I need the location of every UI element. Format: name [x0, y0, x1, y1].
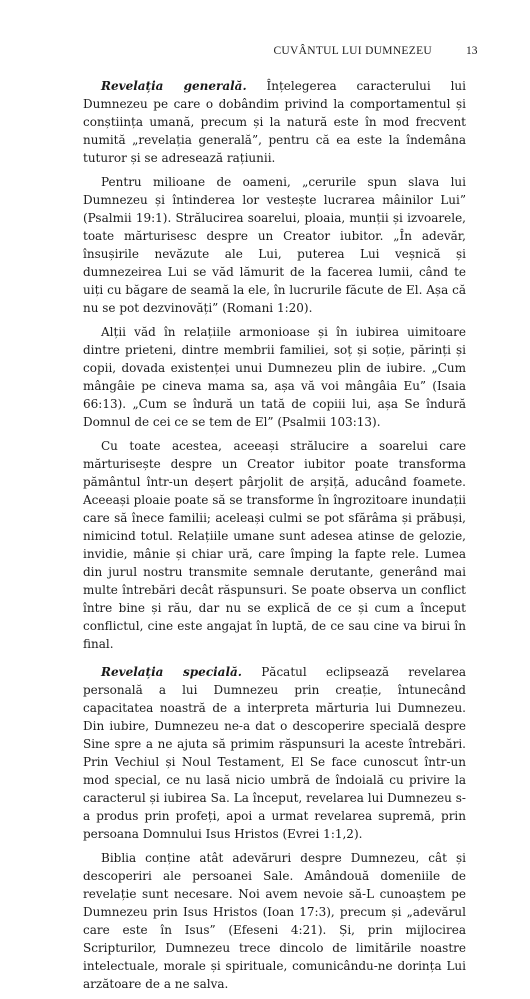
paragraph-text: Biblia conține atât adevăruri despre Dumnezeu, cât și descoperiri ale persoanei Sale. Amândouă domeniile de revelație sunt necesare. Noi avem nevoie să-L cunoaștem pe Dumnezeu prin Isus Hristos (Ioan 17:3), precum și „adevărul care este în Isus” (Efeseni 4:21). Și, prin mijlocirea Scripturilor, Dumnezeu trece dincolo de limitările noastre intelectuale, morale și spirituale, comunicându-ne dorința Lui arzătoare de a ne salva. — [83, 851, 466, 991]
paragraph-text: Păcatul eclipsează revelarea personală a lui Dumnezeu prin creație, întunecând capacitatea noastră de a interpreta mărturia lui Dumnezeu. Din iubire, Dumnezeu ne-a dat o descoperire specială despre Sine spre a ne ajuta să primim răspunsuri la aceste întrebări. Prin Vechiul și Noul Testament, El Se face cunoscut într-un mod special, ce nu lasă nicio umbră de îndoială cu privire la caracterul și iubirea Sa. La început, revelarea lui Dumnezeu s-a produs prin profeți, apoi a urmat revelarea supremă, prin persoana Domnului Isus Hristos (Evrei 1:1,2). — [83, 665, 466, 841]
paragraph-psalms-heavens — [83, 173, 466, 317]
paragraph-relationships — [83, 323, 466, 431]
section-lead-special-revelation: Revelația specială. — [101, 665, 242, 679]
paragraph-conflict — [83, 437, 466, 653]
paragraph-general-revelation — [83, 77, 466, 167]
paragraph-text: Înțelegerea caracterului lui Dumnezeu pe care o dobândim privind la comportamentul și conștiința umană, precum și la natură este în mod frecvent numită „revelația generală”, pentru că ea este la îndemâna tuturor și se adresează rațiunii. — [83, 79, 466, 165]
paragraph-text: Alții văd în relațiile armonioase și în iubirea uimitoare dintre prieteni, dintre membrii familiei, soț și soție, părinți și copii, dovada existenței unui Dumnezeu plin de iubire. „Cum mângâie pe cineva mama sa, așa vă voi mângâia Eu” (Isaia 66:13). „Cum se îndură un tată de copiii lui, așa Se îndură Domnul de cei ce se tem de El” (Psalmii 103:13). — [83, 325, 466, 429]
section-lead-general-revelation: Revelația generală. — [101, 79, 247, 93]
paragraph-special-revelation — [83, 663, 466, 843]
running-header — [0, 45, 530, 61]
running-title: CUVÂNTUL LUI DUMNEZEU — [273, 45, 432, 57]
paragraph-text: Cu toate acestea, aceeași strălucire a soarelui care mărturisește despre un Creator iubitor poate transforma pământul într-un deșert pârjolit de arșiță, aducând foamete. Aceeași ploaie poate să se transforme în îngrozitoare inundații care să înece familii; aceleași culmi se pot sfărâma și prăbuși, nimicind totul. Relațiile umane sunt adesea atinse de gelozie, invidie, mânie și chiar ură, care împing la fapte rele. Lumea din jurul nostru transmite semnale derutante, generând mai multe întrebări decât răspunsuri. Se poate observa un conflict între bine și rău, dar nu se explică de ce și cum a început conflictul, cine este angajat în luptă, de ce sau cine va birui în final. — [83, 439, 466, 651]
body-text — [83, 77, 466, 999]
paragraph-bible-truths — [83, 849, 466, 993]
paragraph-text: Pentru milioane de oameni, „cerurile spun slava lui Dumnezeu și întinderea lor vestește lucrarea mâinilor Lui” (Psalmii 19:1). Strălucirea soarelui, ploaia, munții și izvoarele, toate mărturisesc despre un Creator iubitor. „În adevăr, însușirile nevăzute ale Lui, puterea Lui veșnică și dumnezeirea Lui se văd lămurit de la facerea lumii, când te uiți cu băgare de seamă la ele, în lucrurile făcute de El. Așa că nu se pot dezvinovăți” (Romani 1:20). — [83, 175, 466, 315]
page-number: 13 — [466, 45, 478, 57]
